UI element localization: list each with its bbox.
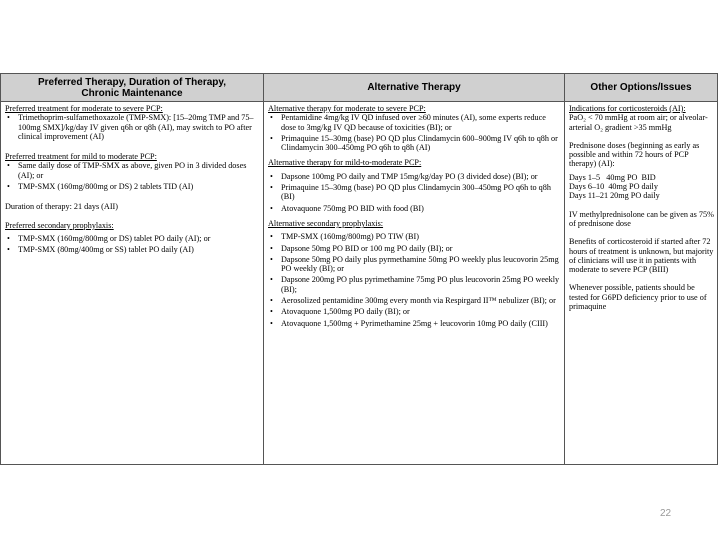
section-heading: Alternative therapy for moderate to severe PCP: bbox=[268, 104, 426, 113]
page-number: 22 bbox=[660, 508, 672, 519]
section-heading: Preferred treatment for moderate to severe PCP: bbox=[5, 104, 163, 113]
paragraph: IV methylprednisolone can be given as 75% of prednisone dose bbox=[569, 209, 714, 228]
paragraph: Prednisone doses (beginning as early as possible and within 72 hours of PCP therapy) (AI): bbox=[569, 140, 700, 169]
paragraph: PaO₂ < 70 mmHg at room air; or alveolar-arterial O₂ gradient >35 mmHg bbox=[569, 113, 708, 132]
list-item: • Atovaquone 750mg PO BID with food (BI) bbox=[268, 204, 561, 213]
list-item: • Primaquine 15–30mg (base) PO QD plus Clindamycin 600–900mg IV q6h to q8h or Clindamycin 300–450mg PO q6h to q8h (AI) bbox=[268, 134, 561, 153]
header-col1-line1: Preferred Therapy, Duration of Therapy, bbox=[37, 76, 226, 88]
list-item: • Pentamidine 4mg/kg IV QD infused over ≥60 minutes (AI), some experts reduce dose to 3mg/kg IV QD because of toxicities (BI); or bbox=[268, 113, 561, 132]
column-preferred-therapy bbox=[1, 102, 263, 464]
list-item: • Atovaquone 1,500mg + Pyrimethamine 25mg + leucovorin 10mg PO daily (CIII) bbox=[268, 319, 561, 328]
list-item: • TMP-SMX (80mg/400mg or SS) tablet PO daily (AI) bbox=[5, 245, 260, 254]
duration-text: Duration of therapy: 21 days (AII) bbox=[5, 202, 118, 212]
list-item: • Primaquine 15–30mg (base) PO QD plus Clindamycin 300–450mg PO q6h to q8h (BI) bbox=[268, 183, 561, 202]
list-item: • Same daily dose of TMP-SMX as above, given PO in 3 divided doses (AI); or bbox=[5, 161, 260, 180]
list-item: • Dapsone 50mg PO daily plus pyrmethamine 50mg PO weekly plus leucovorin 25mg PO weekly (BI); or bbox=[268, 255, 561, 274]
list-item: • Trimethoprim-sulfamethoxazole (TMP-SMX): [15–20mg TMP and 75–100mg SMX]/kg/day IV given q6h or q8h (AI), may switch to PO after clinical improvement (AI) bbox=[5, 113, 260, 141]
list-item: • Aerosolized pentamidine 300mg every month via Respirgard II™ nebulizer (BI); or bbox=[268, 296, 561, 305]
section-heading: Alternative therapy for mild-to-moderate PCP: bbox=[268, 158, 422, 168]
header-preferred-therapy bbox=[1, 74, 263, 102]
list-item: • TMP-SMX (160mg/800mg or DS) 2 tablets TID (AI) bbox=[5, 182, 260, 191]
column-other-options bbox=[564, 102, 717, 464]
paragraph: Benefits of corticosteroid if started after 72 hours of treatment is unknown, but majority of clinicians will use it in patients with moderate to severe PCP (BIII) bbox=[569, 237, 714, 275]
dose-row: Days 6–10 40mg PO daily bbox=[569, 182, 658, 192]
pcp-treatment-table bbox=[0, 73, 718, 465]
section-heading: Preferred secondary prophylaxis: bbox=[5, 220, 114, 230]
header-col1-line2: Chronic Maintenance bbox=[81, 87, 183, 99]
dose-row: Days 1–5 40mg PO BID bbox=[569, 172, 656, 182]
section-heading: Alternative secondary prophylaxis: bbox=[268, 218, 384, 228]
section-heading: Indications for corticosteroids (AI): bbox=[569, 104, 686, 113]
header-alternative-therapy: Alternative Therapy bbox=[263, 74, 564, 102]
list-item: • TMP-SMX (160mg/800mg or DS) tablet PO daily (AI); or bbox=[5, 234, 260, 243]
column-alternative-therapy bbox=[263, 102, 564, 464]
dose-row: Days 11–21 20mg PO daily bbox=[569, 191, 660, 201]
list-item: • Dapsone 50mg PO BID or 100 mg PO daily (BI); or bbox=[268, 244, 561, 253]
list-item: • Dapsone 100mg PO daily and TMP 15mg/kg/day PO (3 divided dose) (BI); or bbox=[268, 172, 561, 181]
section-heading: Preferred treatment for mild to moderate PCP: bbox=[5, 152, 157, 162]
list-item: • Atovaquone 1,500mg PO daily (BI); or bbox=[268, 307, 561, 316]
list-item: • Dapsone 200mg PO plus pyrimethamine 75mg PO plus leucovorin 25mg PO weekly (BI); bbox=[268, 275, 561, 294]
list-item: • TMP-SMX (160mg/800mg) PO TIW (BI) bbox=[268, 232, 561, 241]
paragraph: Whenever possible, patients should be tested for G6PD deficiency prior to use of primaquine bbox=[569, 283, 707, 312]
header-other-options: Other Options/Issues bbox=[564, 74, 717, 102]
